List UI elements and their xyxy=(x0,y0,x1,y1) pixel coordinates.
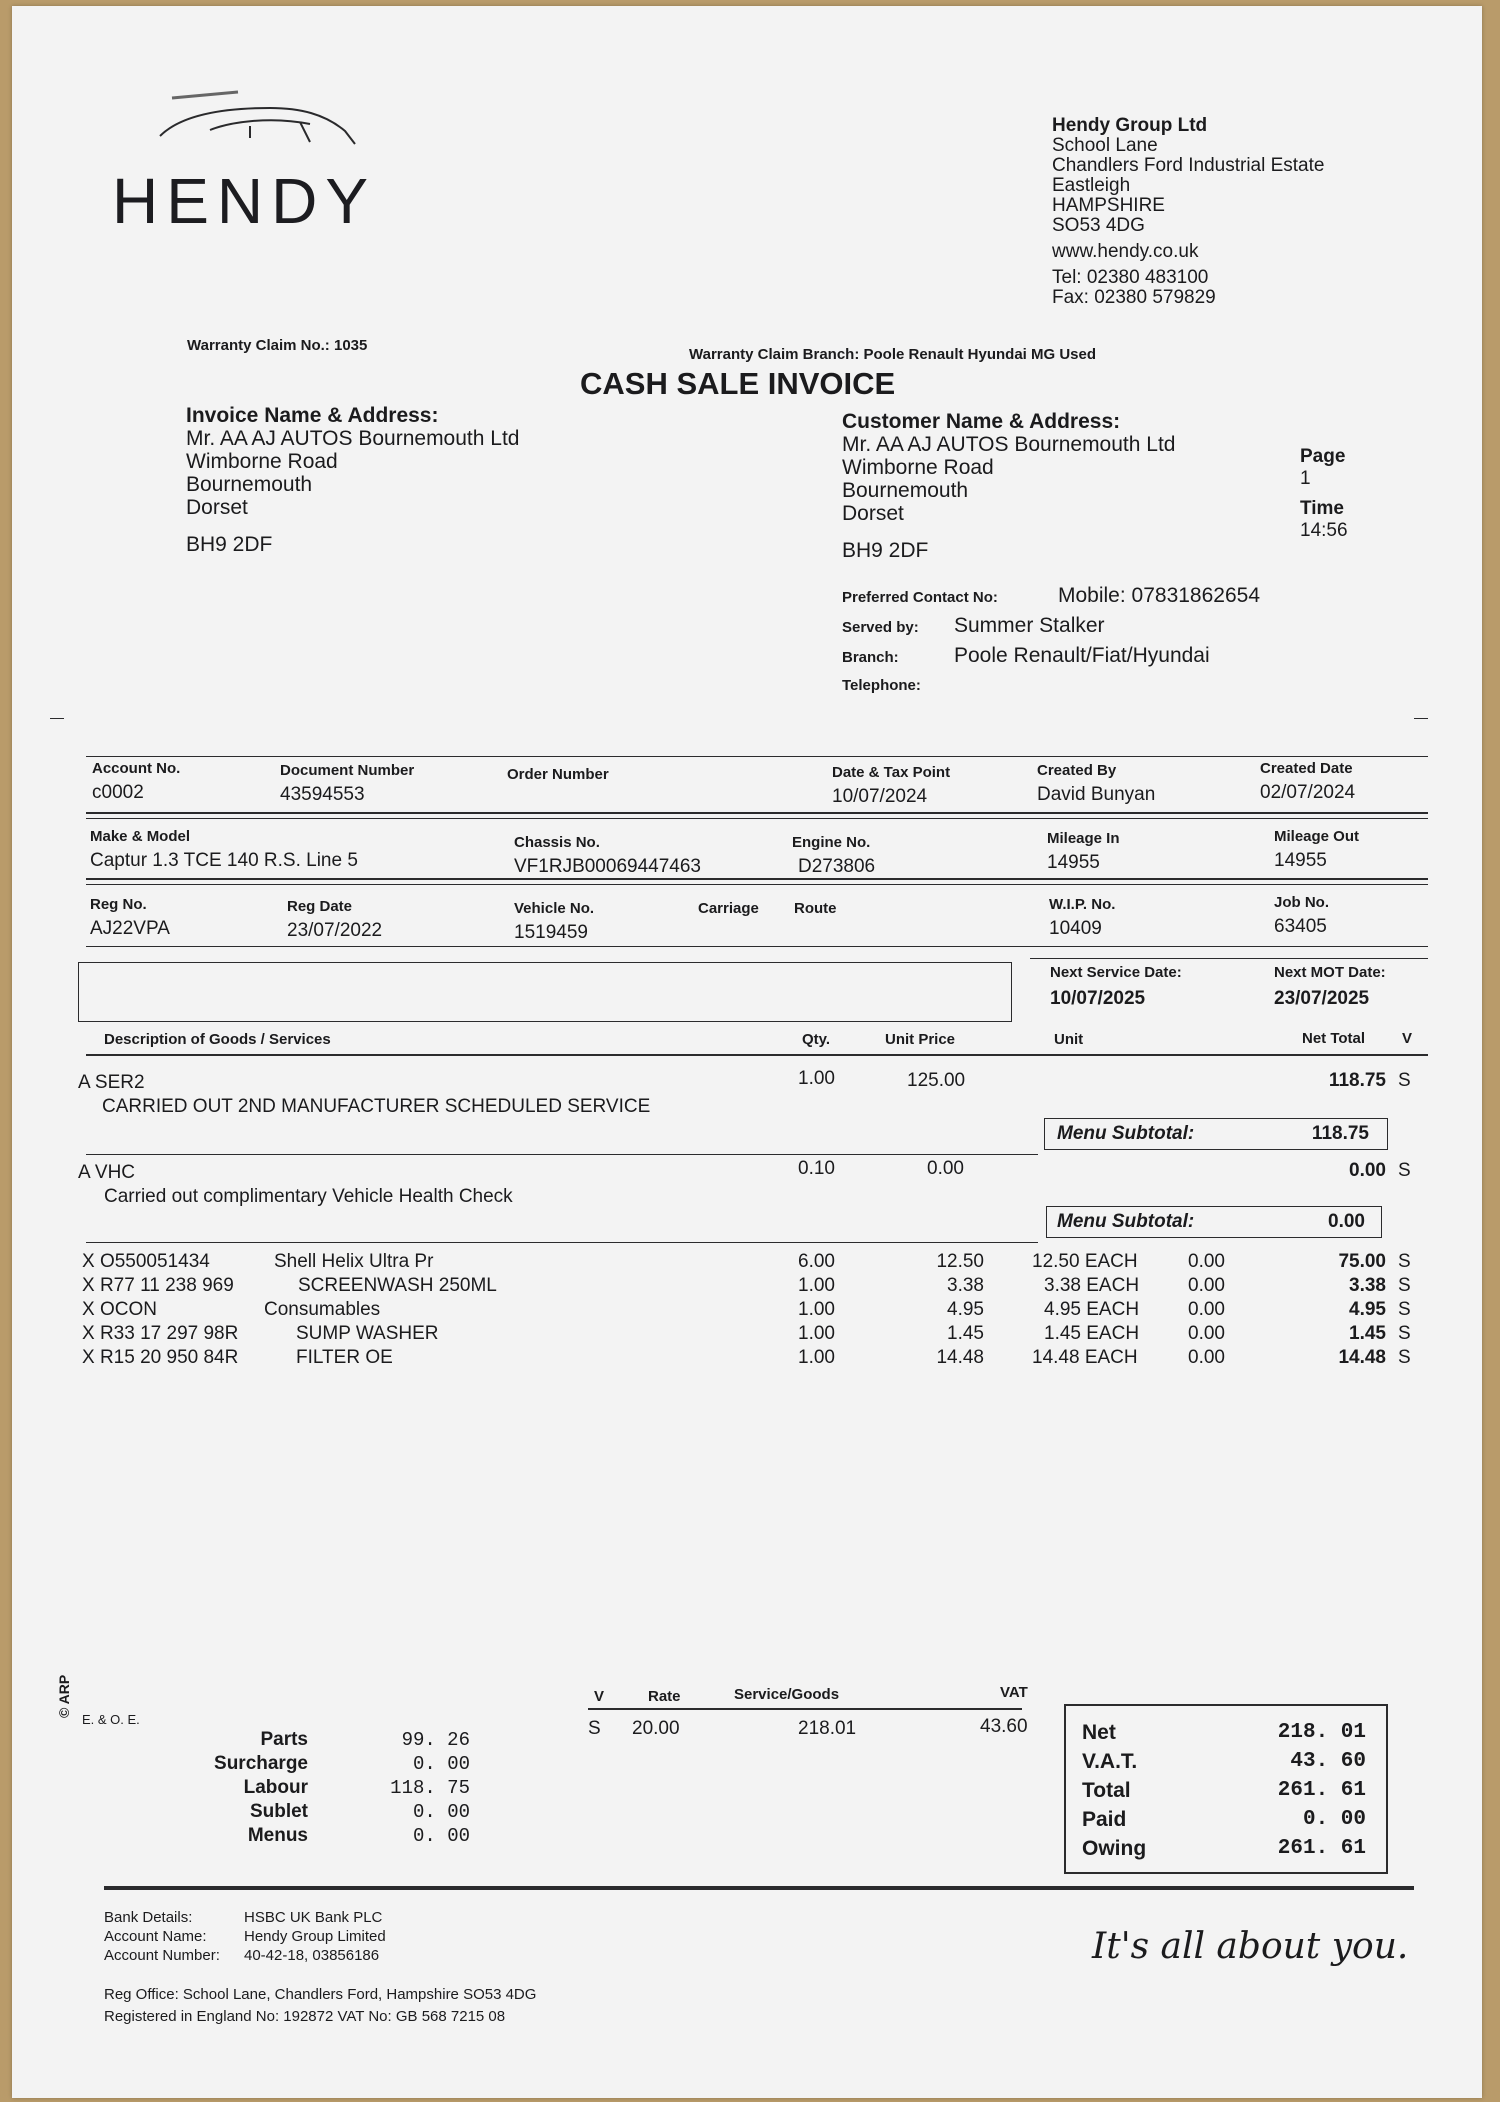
part-net: 4.95 xyxy=(1349,1299,1386,1320)
footer-divider xyxy=(104,1886,1414,1890)
invoice-address-line: Wimborne Road xyxy=(186,450,338,473)
tagline: It's all about you. xyxy=(1092,1926,1409,1967)
hendy-car-logo-icon xyxy=(150,86,370,166)
totals-label: Owing xyxy=(1082,1837,1147,1860)
part-qty: 1.00 xyxy=(798,1275,835,1296)
time-label: Time xyxy=(1300,498,1345,519)
part-desc: SCREENWASH 250ML xyxy=(298,1275,497,1296)
bank-details-value: HSBC UK Bank PLC xyxy=(244,1909,383,1926)
route-label: Route xyxy=(794,900,837,917)
account-name-label: Account Name: xyxy=(104,1928,207,1945)
preferred-contact-value: Mobile: 07831862654 xyxy=(1058,584,1261,607)
vat-col-vat: VAT xyxy=(1000,1684,1028,1701)
document-number-value: 43594553 xyxy=(280,784,365,805)
part-discount: 0.00 xyxy=(1188,1251,1225,1272)
breakdown-value: 0. 00 xyxy=(412,1753,470,1775)
breakdown-row xyxy=(190,1776,490,1800)
parts-list xyxy=(82,1250,1412,1370)
divider xyxy=(86,1154,1038,1155)
part-qty: 1.00 xyxy=(798,1299,835,1320)
totals-box xyxy=(1064,1704,1388,1874)
company-website: www.hendy.co.uk xyxy=(1052,241,1199,262)
totals-list xyxy=(1066,1718,1386,1863)
part-unit: 14.48 EACH xyxy=(1032,1347,1138,1368)
document-title: CASH SALE INVOICE xyxy=(580,366,896,401)
part-unit-price: 4.95 xyxy=(947,1299,984,1320)
part-desc: SUMP WASHER xyxy=(296,1323,439,1344)
part-qty: 1.00 xyxy=(798,1323,835,1344)
vat-row-v: S xyxy=(588,1718,601,1739)
part-vat-code: S xyxy=(1398,1275,1411,1296)
part-discount: 0.00 xyxy=(1188,1275,1225,1296)
part-row xyxy=(82,1346,1412,1370)
copyright-mark: © ARP xyxy=(56,1674,72,1718)
menu-item-vat-code: S xyxy=(1398,1070,1411,1091)
reg-office: Reg Office: School Lane, Chandlers Ford, Hampshire SO53 4DG xyxy=(104,1986,537,2003)
telephone-label: Telephone: xyxy=(842,677,921,694)
mileage-out-label: Mileage Out xyxy=(1274,828,1360,845)
divider xyxy=(588,1708,1022,1710)
created-date-value: 02/07/2024 xyxy=(1260,782,1356,803)
company-address-line: SO53 4DG xyxy=(1052,215,1145,236)
breakdown-row xyxy=(190,1800,490,1824)
part-row xyxy=(82,1298,1412,1322)
col-unit-price: Unit Price xyxy=(885,1031,956,1048)
invoice-address-line: Dorset xyxy=(186,496,248,519)
divider xyxy=(86,1242,1038,1243)
job-no-value: 63405 xyxy=(1274,916,1327,937)
totals-label: Total xyxy=(1082,1779,1131,1802)
created-by-value: David Bunyan xyxy=(1037,784,1156,805)
reg-no-label: Reg No. xyxy=(90,896,147,913)
menu-item-desc: Carried out complimentary Vehicle Health Check xyxy=(104,1186,513,1207)
totals-label: V.A.T. xyxy=(1082,1750,1138,1773)
invoice-address xyxy=(186,404,519,556)
created-date-label: Created Date xyxy=(1260,760,1353,777)
divider xyxy=(86,812,1428,819)
part-unit: 3.38 EACH xyxy=(1044,1275,1140,1296)
part-net: 14.48 xyxy=(1338,1347,1386,1368)
totals-label: Paid xyxy=(1082,1808,1127,1831)
breakdown-value: 0. 00 xyxy=(412,1825,470,1847)
col-qty: Qty. xyxy=(802,1031,831,1048)
company-tel: Tel: 02380 483100 xyxy=(1052,267,1209,288)
menu-item-code: A SER2 xyxy=(78,1072,145,1093)
vat-row-rate: 20.00 xyxy=(632,1718,680,1739)
invoice-paper xyxy=(12,6,1482,2098)
vehicle-no-label: Vehicle No. xyxy=(514,900,595,917)
time-value: 14:56 xyxy=(1300,520,1348,541)
mileage-in-label: Mileage In xyxy=(1047,830,1120,847)
menu-item-net: 118.75 xyxy=(1328,1070,1386,1091)
totals-value: 261. 61 xyxy=(1277,1837,1366,1860)
account-name-value: Hendy Group Limited xyxy=(244,1928,386,1945)
part-row xyxy=(82,1322,1412,1346)
company-address-line: School Lane xyxy=(1052,135,1158,156)
totals-value: 218. 01 xyxy=(1277,1721,1366,1744)
warranty-claim-no xyxy=(187,337,367,354)
breakdown-label: Sublet xyxy=(249,1801,308,1822)
wip-no-label: W.I.P. No. xyxy=(1049,896,1116,913)
totals-row xyxy=(1066,1805,1386,1834)
part-row xyxy=(82,1250,1412,1274)
part-vat-code: S xyxy=(1398,1323,1411,1344)
divider xyxy=(86,1054,1428,1056)
wip-no-value: 10409 xyxy=(1049,918,1102,939)
menu-subtotal-value: 118.75 xyxy=(1311,1123,1369,1144)
part-vat-code: S xyxy=(1398,1299,1411,1320)
company-address-line: HAMPSHIRE xyxy=(1052,195,1165,216)
page-time-block xyxy=(1300,446,1348,542)
part-code: X R77 11 238 969 xyxy=(82,1275,234,1296)
customer-address-line: Bournemouth xyxy=(842,479,969,502)
divider xyxy=(1030,958,1428,959)
next-service-label: Next Service Date: xyxy=(1050,964,1182,981)
customer-address-line: Mr. AA AJ AUTOS Bournemouth Ltd xyxy=(842,433,1176,456)
col-unit: Unit xyxy=(1054,1031,1084,1048)
fold-mark xyxy=(50,718,64,719)
next-mot-value: 23/07/2025 xyxy=(1274,988,1370,1009)
menu-subtotal-box xyxy=(1044,1118,1388,1150)
vat-row-vat: 43.60 xyxy=(980,1716,1028,1737)
date-tax-point-label: Date & Tax Point xyxy=(832,764,951,781)
part-net: 3.38 xyxy=(1349,1275,1386,1296)
divider xyxy=(86,878,1428,885)
part-desc: Consumables xyxy=(264,1299,381,1320)
menu-item-unit-price: 125.00 xyxy=(907,1070,966,1091)
reg-date-value: 23/07/2022 xyxy=(287,920,383,941)
menu-subtotal-label: Menu Subtotal: xyxy=(1057,1211,1195,1232)
company-address-line: Eastleigh xyxy=(1052,175,1131,196)
part-qty: 1.00 xyxy=(798,1347,835,1368)
totals-value: 43. 60 xyxy=(1290,1750,1366,1773)
totals-row xyxy=(1066,1747,1386,1776)
part-vat-code: S xyxy=(1398,1251,1411,1272)
warranty-branch-value: Poole Renault Hyundai MG Used xyxy=(863,346,1097,363)
eoe-mark: E. & O. E. xyxy=(82,1712,140,1727)
totals-row xyxy=(1066,1834,1386,1863)
created-by-label: Created By xyxy=(1037,762,1117,779)
vat-row-service-goods: 218.01 xyxy=(798,1718,857,1739)
customer-postcode: BH9 2DF xyxy=(842,539,929,562)
bank-details xyxy=(104,1908,386,1965)
date-tax-point-value: 10/07/2024 xyxy=(832,786,928,807)
reg-date-label: Reg Date xyxy=(287,898,353,915)
company-fax: Fax: 02380 579829 xyxy=(1052,287,1216,308)
vat-col-service-goods: Service/Goods xyxy=(734,1686,840,1703)
page-value: 1 xyxy=(1300,468,1311,489)
part-unit-price: 12.50 xyxy=(936,1251,984,1272)
account-label: Account No. xyxy=(92,760,181,777)
next-mot-label: Next MOT Date: xyxy=(1274,964,1386,981)
page-label: Page xyxy=(1300,446,1346,467)
invoice-address-heading: Invoice Name & Address: xyxy=(186,404,439,427)
vat-col-rate: Rate xyxy=(648,1688,681,1705)
part-unit-price: 1.45 xyxy=(947,1323,984,1344)
account-number-label: Account Number: xyxy=(104,1947,220,1964)
part-discount: 0.00 xyxy=(1188,1299,1225,1320)
breakdown-value: 99. 26 xyxy=(401,1729,470,1751)
customer-address xyxy=(842,410,1175,562)
customer-address-line: Wimborne Road xyxy=(842,456,994,479)
part-desc: FILTER OE xyxy=(296,1347,393,1368)
menu-subtotal-value: 0.00 xyxy=(1328,1211,1365,1232)
menu-item-qty: 1.00 xyxy=(798,1068,835,1089)
part-net: 1.45 xyxy=(1349,1323,1386,1344)
breakdown-row xyxy=(190,1728,490,1752)
served-by-value: Summer Stalker xyxy=(954,614,1105,637)
part-unit: 12.50 EACH xyxy=(1032,1251,1138,1272)
breakdown-value: 118. 75 xyxy=(390,1777,470,1799)
menu-item-vat-code: S xyxy=(1398,1160,1411,1181)
chassis-label: Chassis No. xyxy=(514,834,600,851)
breakdown-row xyxy=(190,1824,490,1848)
totals-value: 0. 00 xyxy=(1302,1808,1366,1831)
menu-item-unit-price: 0.00 xyxy=(927,1158,964,1179)
branch-value: Poole Renault/Fiat/Hyundai xyxy=(954,644,1210,667)
breakdown-value: 0. 00 xyxy=(412,1801,470,1823)
document-number-label: Document Number xyxy=(280,762,415,779)
breakdown-label: Parts xyxy=(260,1729,308,1750)
totals-row xyxy=(1066,1718,1386,1747)
part-unit: 1.45 EACH xyxy=(1044,1323,1140,1344)
part-vat-code: S xyxy=(1398,1347,1411,1368)
breakdown-label: Labour xyxy=(243,1777,308,1798)
warranty-claim-no-label: Warranty Claim No.: xyxy=(187,337,330,354)
served-by-label: Served by: xyxy=(842,619,919,636)
menu-subtotal-label: Menu Subtotal: xyxy=(1057,1123,1195,1144)
next-service-value: 10/07/2025 xyxy=(1050,988,1146,1009)
part-code: X R33 17 297 98R xyxy=(82,1323,239,1344)
invoice-address-line: Mr. AA AJ AUTOS Bournemouth Ltd xyxy=(186,427,520,450)
part-unit-price: 3.38 xyxy=(947,1275,984,1296)
warranty-claim-no-value: 1035 xyxy=(333,337,368,354)
part-code: X OCON xyxy=(82,1299,157,1320)
account-number-value: 40-42-18, 03856186 xyxy=(244,1947,380,1964)
registration-info: Registered in England No: 192872 VAT No: GB 568 7215 08 xyxy=(104,2008,506,2025)
bank-details-label: Bank Details: xyxy=(104,1909,193,1926)
divider xyxy=(86,756,1428,757)
part-unit: 4.95 EACH xyxy=(1044,1299,1140,1320)
col-v: V xyxy=(1402,1030,1413,1047)
part-row xyxy=(82,1274,1412,1298)
order-number-label: Order Number xyxy=(507,766,609,783)
customer-address-line: Dorset xyxy=(842,502,904,525)
make-model-value: Captur 1.3 TCE 140 R.S. Line 5 xyxy=(90,850,358,871)
breakdown-label: Surcharge xyxy=(214,1753,308,1774)
vehicle-no-value: 1519459 xyxy=(514,922,588,943)
engine-value: D273806 xyxy=(798,856,876,877)
breakdown-row xyxy=(190,1752,490,1776)
menu-item-code: A VHC xyxy=(78,1162,136,1183)
part-qty: 6.00 xyxy=(798,1251,835,1272)
company-name: Hendy Group Ltd xyxy=(1052,115,1208,136)
notes-box xyxy=(78,962,1012,1022)
menu-subtotal-box xyxy=(1046,1206,1382,1238)
divider xyxy=(86,946,1428,947)
warranty-branch-label: Warranty Claim Branch: xyxy=(689,346,860,363)
part-unit-price: 14.48 xyxy=(936,1347,984,1368)
totals-label: Net xyxy=(1082,1721,1116,1744)
part-desc: Shell Helix Ultra Pr xyxy=(274,1251,434,1272)
company-address-line: Chandlers Ford Industrial Estate xyxy=(1052,155,1325,176)
invoice-postcode: BH9 2DF xyxy=(186,533,273,556)
part-code: X O550051434 xyxy=(82,1251,210,1272)
part-discount: 0.00 xyxy=(1188,1347,1225,1368)
cost-breakdown xyxy=(190,1728,490,1848)
part-code: X R15 20 950 84R xyxy=(82,1347,239,1368)
fold-mark xyxy=(1414,718,1428,719)
carriage-label: Carriage xyxy=(698,900,759,917)
col-description: Description of Goods / Services xyxy=(104,1031,331,1048)
make-model-label: Make & Model xyxy=(90,828,191,845)
hendy-logo-text: HENDY xyxy=(112,165,377,237)
branch-label: Branch: xyxy=(842,649,899,666)
menu-item-qty: 0.10 xyxy=(798,1158,835,1179)
reg-no-value: AJ22VPA xyxy=(90,918,170,939)
warranty-claim-branch xyxy=(689,346,1096,363)
col-net-total: Net Total xyxy=(1302,1030,1366,1047)
totals-value: 261. 61 xyxy=(1277,1779,1366,1802)
mileage-in-value: 14955 xyxy=(1047,852,1100,873)
chassis-value: VF1RJB00069447463 xyxy=(514,856,701,877)
vat-col-v: V xyxy=(594,1688,605,1705)
preferred-contact-label: Preferred Contact No: xyxy=(842,589,998,606)
engine-label: Engine No. xyxy=(792,834,871,851)
company-address xyxy=(1052,116,1324,308)
mileage-out-value: 14955 xyxy=(1274,850,1327,871)
menu-item-net: 0.00 xyxy=(1349,1160,1386,1181)
part-discount: 0.00 xyxy=(1188,1323,1225,1344)
customer-address-heading: Customer Name & Address: xyxy=(842,410,1121,433)
breakdown-label: Menus xyxy=(247,1825,308,1846)
menu-item-desc: CARRIED OUT 2ND MANUFACTURER SCHEDULED SERVICE xyxy=(102,1096,651,1117)
job-no-label: Job No. xyxy=(1274,894,1329,911)
totals-row xyxy=(1066,1776,1386,1805)
part-net: 75.00 xyxy=(1338,1251,1386,1272)
account-value: c0002 xyxy=(92,782,144,803)
contact-block xyxy=(842,582,1260,700)
invoice-address-line: Bournemouth xyxy=(186,473,313,496)
